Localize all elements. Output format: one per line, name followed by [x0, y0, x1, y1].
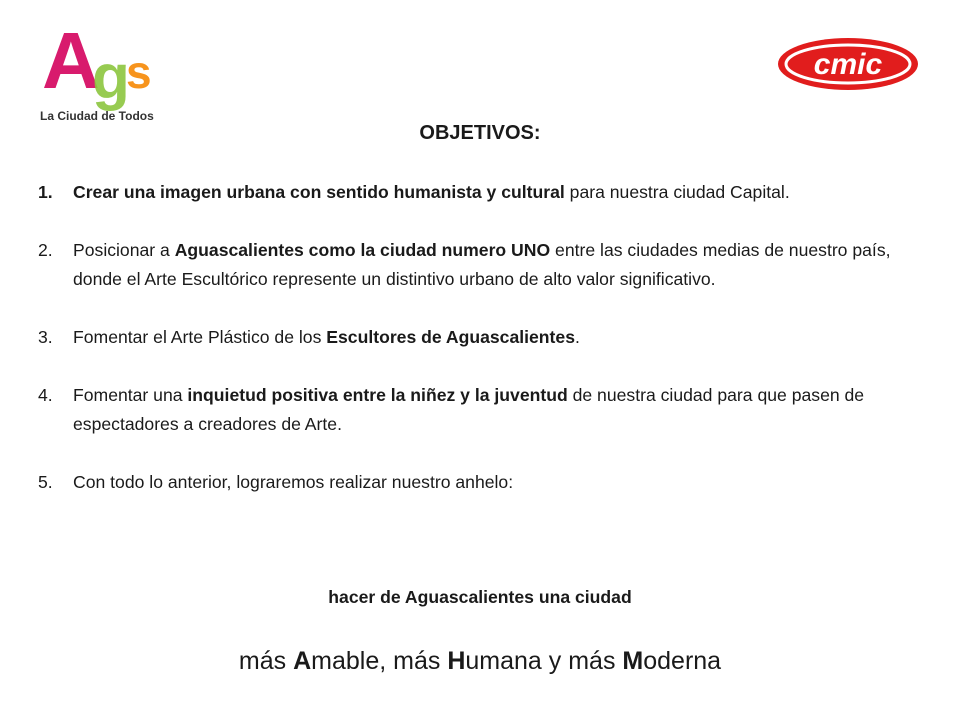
ags-logo-tagline: La Ciudad de Todos [40, 109, 154, 123]
ags-logo [34, 10, 174, 125]
closing-line-1: hacer de Aguascalientes una ciudad [328, 587, 632, 607]
page-title: OBJETIVOS: [419, 122, 541, 144]
objective-text-segment: entre las ciudades medias de nuestro país, donde el Arte Escultórico represente un distintivo urbano de alto valor significativo. [73, 240, 891, 289]
closing-line-2-segment: A [293, 647, 312, 675]
cmic-logo [776, 36, 920, 92]
objective-text [73, 472, 513, 492]
closing-line-2-segment: M [622, 647, 644, 675]
objective-number: 2. [38, 240, 53, 260]
closing-line-2 [0, 647, 960, 676]
closing-line-2-segment: más [238, 647, 294, 675]
ags-logo-s: s [126, 46, 152, 98]
objective-item [38, 468, 928, 497]
closing-line-2-segment: oderna [643, 647, 722, 675]
objective-number: 5. [38, 472, 53, 492]
objective-text-segment: Con todo lo anterior, lograremos realizar nuestro anhelo: [73, 472, 514, 492]
objective-item [38, 323, 928, 352]
objective-text-segment: de nuestra ciudad para que pasen de espectadores a creadores de Arte. [73, 385, 865, 434]
objective-text-segment: Aguascalientes como la ciudad numero UNO [174, 240, 551, 260]
objective-text-segment: inquietud positiva entre la niñez y la juventud [187, 385, 568, 405]
objective-text-segment: Fomentar una [73, 385, 188, 405]
objective-text-segment: Escultores de Aguascalientes [326, 327, 575, 347]
objective-text [73, 385, 864, 434]
objective-text-segment: para nuestra ciudad Capital. [564, 182, 790, 202]
cmic-logo-text: cmic [813, 48, 883, 81]
objective-number: 3. [38, 327, 53, 347]
objective-text-segment: Crear una imagen urbana con sentido humanista y cultural [73, 182, 565, 202]
objective-number: 1. [38, 182, 53, 202]
closing-line-2-segment: H [447, 647, 466, 675]
objectives-list [38, 178, 928, 526]
closing-line-2-segment: umana y más [465, 647, 623, 675]
objective-number: 4. [38, 385, 53, 405]
ags-logo-g: g [92, 43, 130, 112]
ags-logo-a: A [42, 16, 100, 105]
objective-item [38, 178, 928, 207]
objective-text-segment: . [574, 327, 580, 347]
objective-item [38, 236, 928, 294]
objective-item [38, 381, 928, 439]
closing-line-2-segment: mable, más [311, 647, 448, 675]
objective-text [73, 182, 790, 202]
objective-text-segment: Fomentar el Arte Plástico de los [73, 327, 327, 347]
objective-text [73, 327, 580, 347]
objective-text-segment: Posicionar a [73, 240, 175, 260]
objective-text [73, 240, 891, 289]
